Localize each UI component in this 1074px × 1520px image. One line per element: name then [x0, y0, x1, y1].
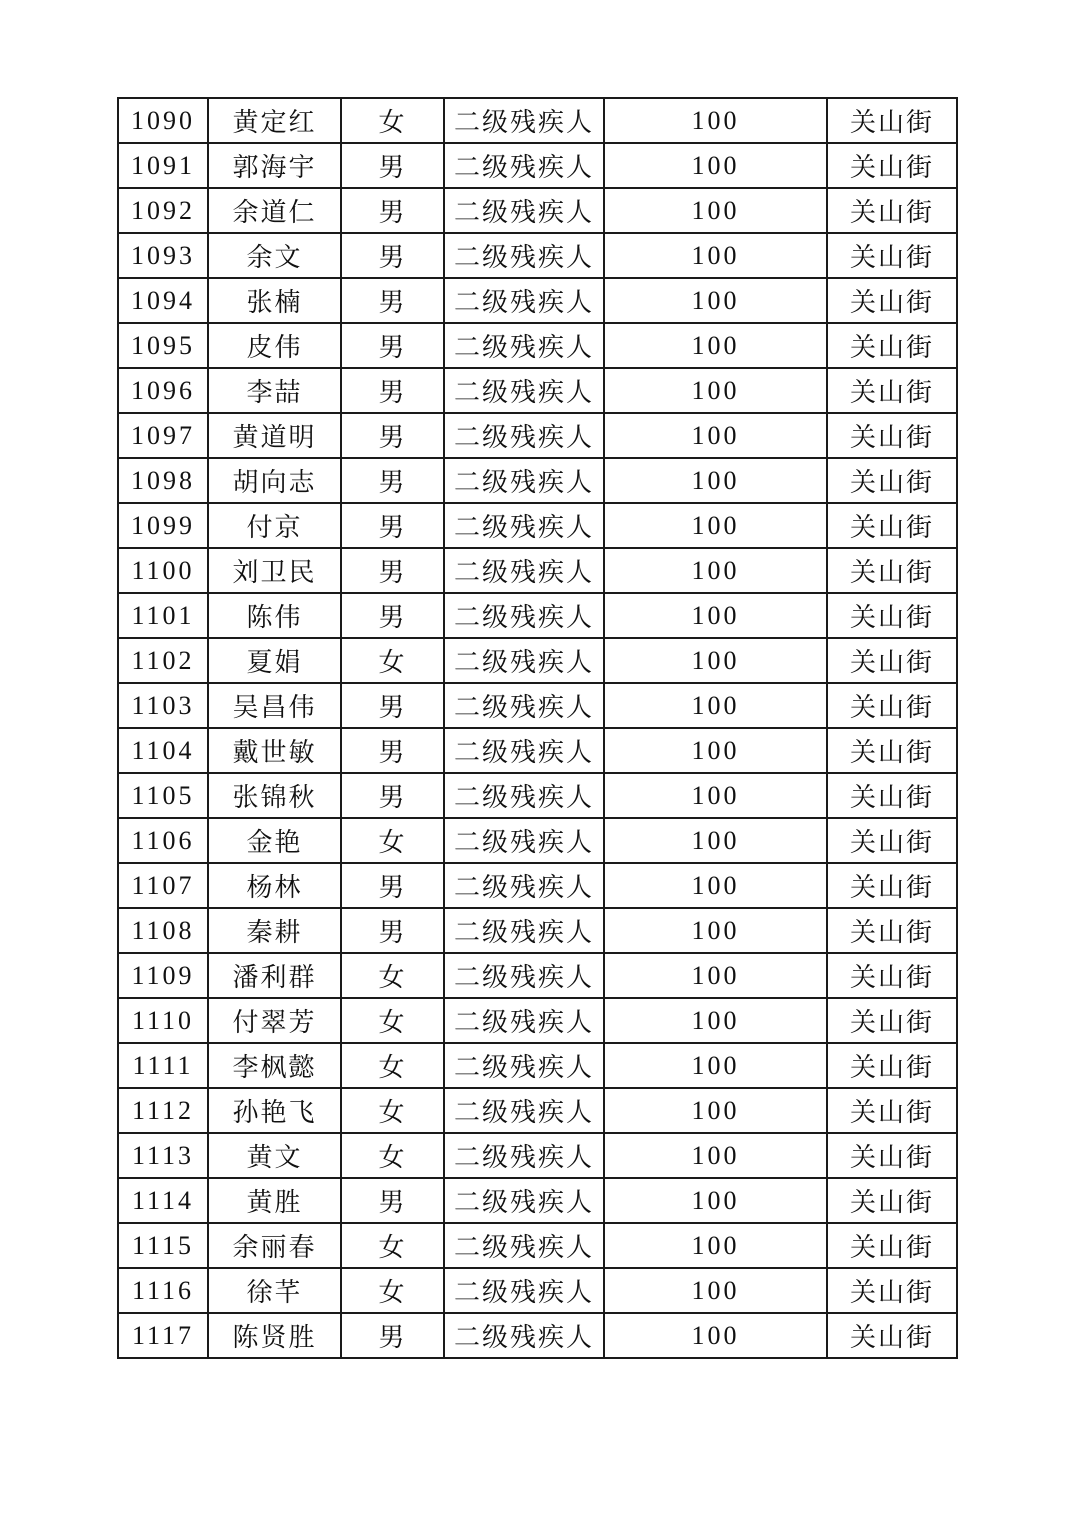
street-cell: 关山街 [827, 1088, 957, 1133]
gender-cell: 女 [341, 818, 444, 863]
category-cell: 二级残疾人 [444, 638, 604, 683]
gender-cell: 男 [341, 143, 444, 188]
name-cell: 李枫懿 [208, 1043, 341, 1088]
table-row [118, 593, 957, 638]
name-cell: 张楠 [208, 278, 341, 323]
category-cell: 二级残疾人 [444, 818, 604, 863]
gender-cell: 男 [341, 413, 444, 458]
category-cell: 二级残疾人 [444, 1178, 604, 1223]
gender-cell: 男 [341, 368, 444, 413]
row-number-cell: 1101 [118, 593, 208, 638]
table-row [118, 323, 957, 368]
category-cell: 二级残疾人 [444, 98, 604, 143]
gender-cell: 女 [341, 1223, 444, 1268]
category-cell: 二级残疾人 [444, 1088, 604, 1133]
row-number-cell: 1108 [118, 908, 208, 953]
row-number-cell: 1102 [118, 638, 208, 683]
name-cell: 夏娟 [208, 638, 341, 683]
street-cell: 关山街 [827, 1223, 957, 1268]
category-cell: 二级残疾人 [444, 863, 604, 908]
amount-cell: 100 [604, 908, 827, 953]
name-cell: 秦耕 [208, 908, 341, 953]
gender-cell: 男 [341, 548, 444, 593]
street-cell: 关山街 [827, 683, 957, 728]
gender-cell: 女 [341, 1268, 444, 1313]
row-number-cell: 1114 [118, 1178, 208, 1223]
amount-cell: 100 [604, 368, 827, 413]
gender-cell: 男 [341, 503, 444, 548]
street-cell: 关山街 [827, 233, 957, 278]
name-cell: 郭海宇 [208, 143, 341, 188]
street-cell: 关山街 [827, 818, 957, 863]
row-number-cell: 1117 [118, 1313, 208, 1358]
row-number-cell: 1110 [118, 998, 208, 1043]
name-cell: 胡向志 [208, 458, 341, 503]
street-cell: 关山街 [827, 1268, 957, 1313]
subsidy-roster-table [117, 97, 958, 1359]
name-cell: 黄胜 [208, 1178, 341, 1223]
gender-cell: 女 [341, 998, 444, 1043]
category-cell: 二级残疾人 [444, 998, 604, 1043]
street-cell: 关山街 [827, 188, 957, 233]
amount-cell: 100 [604, 818, 827, 863]
row-number-cell: 1107 [118, 863, 208, 908]
street-cell: 关山街 [827, 1178, 957, 1223]
category-cell: 二级残疾人 [444, 908, 604, 953]
gender-cell: 男 [341, 863, 444, 908]
amount-cell: 100 [604, 548, 827, 593]
table-row [118, 998, 957, 1043]
amount-cell: 100 [604, 1313, 827, 1358]
gender-cell: 女 [341, 1043, 444, 1088]
street-cell: 关山街 [827, 728, 957, 773]
table-row [118, 1268, 957, 1313]
row-number-cell: 1111 [118, 1043, 208, 1088]
amount-cell: 100 [604, 1223, 827, 1268]
street-cell: 关山街 [827, 908, 957, 953]
name-cell: 余道仁 [208, 188, 341, 233]
name-cell: 黄文 [208, 1133, 341, 1178]
row-number-cell: 1096 [118, 368, 208, 413]
table-row [118, 548, 957, 593]
name-cell: 刘卫民 [208, 548, 341, 593]
table-row [118, 503, 957, 548]
amount-cell: 100 [604, 98, 827, 143]
gender-cell: 女 [341, 1088, 444, 1133]
category-cell: 二级残疾人 [444, 188, 604, 233]
name-cell: 付京 [208, 503, 341, 548]
name-cell: 付翠芳 [208, 998, 341, 1043]
name-cell: 张锦秋 [208, 773, 341, 818]
gender-cell: 男 [341, 233, 444, 278]
category-cell: 二级残疾人 [444, 728, 604, 773]
name-cell: 戴世敏 [208, 728, 341, 773]
table-row [118, 818, 957, 863]
name-cell: 余文 [208, 233, 341, 278]
table-row [118, 773, 957, 818]
category-cell: 二级残疾人 [444, 1133, 604, 1178]
table-row [118, 863, 957, 908]
amount-cell: 100 [604, 728, 827, 773]
amount-cell: 100 [604, 1178, 827, 1223]
amount-cell: 100 [604, 593, 827, 638]
row-number-cell: 1090 [118, 98, 208, 143]
table-row [118, 458, 957, 503]
amount-cell: 100 [604, 458, 827, 503]
category-cell: 二级残疾人 [444, 1223, 604, 1268]
table-row [118, 1313, 957, 1358]
street-cell: 关山街 [827, 593, 957, 638]
row-number-cell: 1104 [118, 728, 208, 773]
row-number-cell: 1091 [118, 143, 208, 188]
row-number-cell: 1098 [118, 458, 208, 503]
street-cell: 关山街 [827, 638, 957, 683]
table-row [118, 143, 957, 188]
name-cell: 吴昌伟 [208, 683, 341, 728]
table-row [118, 908, 957, 953]
street-cell: 关山街 [827, 773, 957, 818]
amount-cell: 100 [604, 188, 827, 233]
gender-cell: 男 [341, 458, 444, 503]
street-cell: 关山街 [827, 998, 957, 1043]
category-cell: 二级残疾人 [444, 368, 604, 413]
table-row [118, 233, 957, 278]
table-row [118, 1088, 957, 1133]
gender-cell: 男 [341, 1178, 444, 1223]
table-row [118, 1178, 957, 1223]
street-cell: 关山街 [827, 278, 957, 323]
amount-cell: 100 [604, 1268, 827, 1313]
street-cell: 关山街 [827, 413, 957, 458]
amount-cell: 100 [604, 998, 827, 1043]
gender-cell: 女 [341, 98, 444, 143]
row-number-cell: 1113 [118, 1133, 208, 1178]
gender-cell: 男 [341, 1313, 444, 1358]
gender-cell: 男 [341, 728, 444, 773]
street-cell: 关山街 [827, 98, 957, 143]
category-cell: 二级残疾人 [444, 773, 604, 818]
amount-cell: 100 [604, 863, 827, 908]
row-number-cell: 1106 [118, 818, 208, 863]
name-cell: 皮伟 [208, 323, 341, 368]
street-cell: 关山街 [827, 323, 957, 368]
name-cell: 杨林 [208, 863, 341, 908]
name-cell: 黄定红 [208, 98, 341, 143]
category-cell: 二级残疾人 [444, 323, 604, 368]
street-cell: 关山街 [827, 953, 957, 998]
name-cell: 黄道明 [208, 413, 341, 458]
row-number-cell: 1100 [118, 548, 208, 593]
table-row [118, 1133, 957, 1178]
table-row [118, 368, 957, 413]
amount-cell: 100 [604, 1133, 827, 1178]
street-cell: 关山街 [827, 458, 957, 503]
gender-cell: 男 [341, 773, 444, 818]
category-cell: 二级残疾人 [444, 503, 604, 548]
table-row [118, 638, 957, 683]
category-cell: 二级残疾人 [444, 278, 604, 323]
table-row [118, 1223, 957, 1268]
street-cell: 关山街 [827, 863, 957, 908]
row-number-cell: 1115 [118, 1223, 208, 1268]
category-cell: 二级残疾人 [444, 953, 604, 998]
amount-cell: 100 [604, 953, 827, 998]
amount-cell: 100 [604, 413, 827, 458]
street-cell: 关山街 [827, 368, 957, 413]
name-cell: 金艳 [208, 818, 341, 863]
amount-cell: 100 [604, 773, 827, 818]
row-number-cell: 1092 [118, 188, 208, 233]
street-cell: 关山街 [827, 1043, 957, 1088]
category-cell: 二级残疾人 [444, 233, 604, 278]
amount-cell: 100 [604, 1088, 827, 1133]
table-row [118, 683, 957, 728]
row-number-cell: 1112 [118, 1088, 208, 1133]
street-cell: 关山街 [827, 1133, 957, 1178]
category-cell: 二级残疾人 [444, 683, 604, 728]
gender-cell: 男 [341, 908, 444, 953]
amount-cell: 100 [604, 1043, 827, 1088]
table-row [118, 98, 957, 143]
name-cell: 徐芊 [208, 1268, 341, 1313]
category-cell: 二级残疾人 [444, 458, 604, 503]
gender-cell: 男 [341, 593, 444, 638]
amount-cell: 100 [604, 323, 827, 368]
street-cell: 关山街 [827, 1313, 957, 1358]
gender-cell: 女 [341, 953, 444, 998]
table-row [118, 728, 957, 773]
gender-cell: 女 [341, 638, 444, 683]
amount-cell: 100 [604, 683, 827, 728]
category-cell: 二级残疾人 [444, 1043, 604, 1088]
category-cell: 二级残疾人 [444, 143, 604, 188]
row-number-cell: 1094 [118, 278, 208, 323]
amount-cell: 100 [604, 233, 827, 278]
table-row [118, 953, 957, 998]
table-row [118, 278, 957, 323]
gender-cell: 男 [341, 323, 444, 368]
row-number-cell: 1109 [118, 953, 208, 998]
row-number-cell: 1105 [118, 773, 208, 818]
amount-cell: 100 [604, 278, 827, 323]
name-cell: 李喆 [208, 368, 341, 413]
category-cell: 二级残疾人 [444, 1313, 604, 1358]
row-number-cell: 1095 [118, 323, 208, 368]
street-cell: 关山街 [827, 143, 957, 188]
amount-cell: 100 [604, 503, 827, 548]
category-cell: 二级残疾人 [444, 548, 604, 593]
category-cell: 二级残疾人 [444, 413, 604, 458]
street-cell: 关山街 [827, 548, 957, 593]
gender-cell: 男 [341, 683, 444, 728]
amount-cell: 100 [604, 638, 827, 683]
table-row [118, 413, 957, 458]
table-row [118, 188, 957, 233]
row-number-cell: 1116 [118, 1268, 208, 1313]
street-cell: 关山街 [827, 503, 957, 548]
row-number-cell: 1099 [118, 503, 208, 548]
table-body [118, 98, 957, 1358]
gender-cell: 男 [341, 188, 444, 233]
category-cell: 二级残疾人 [444, 593, 604, 638]
gender-cell: 男 [341, 278, 444, 323]
row-number-cell: 1097 [118, 413, 208, 458]
table-row [118, 1043, 957, 1088]
name-cell: 陈贤胜 [208, 1313, 341, 1358]
category-cell: 二级残疾人 [444, 1268, 604, 1313]
row-number-cell: 1103 [118, 683, 208, 728]
gender-cell: 女 [341, 1133, 444, 1178]
name-cell: 潘利群 [208, 953, 341, 998]
amount-cell: 100 [604, 143, 827, 188]
name-cell: 陈伟 [208, 593, 341, 638]
row-number-cell: 1093 [118, 233, 208, 278]
name-cell: 余丽春 [208, 1223, 341, 1268]
name-cell: 孙艳飞 [208, 1088, 341, 1133]
